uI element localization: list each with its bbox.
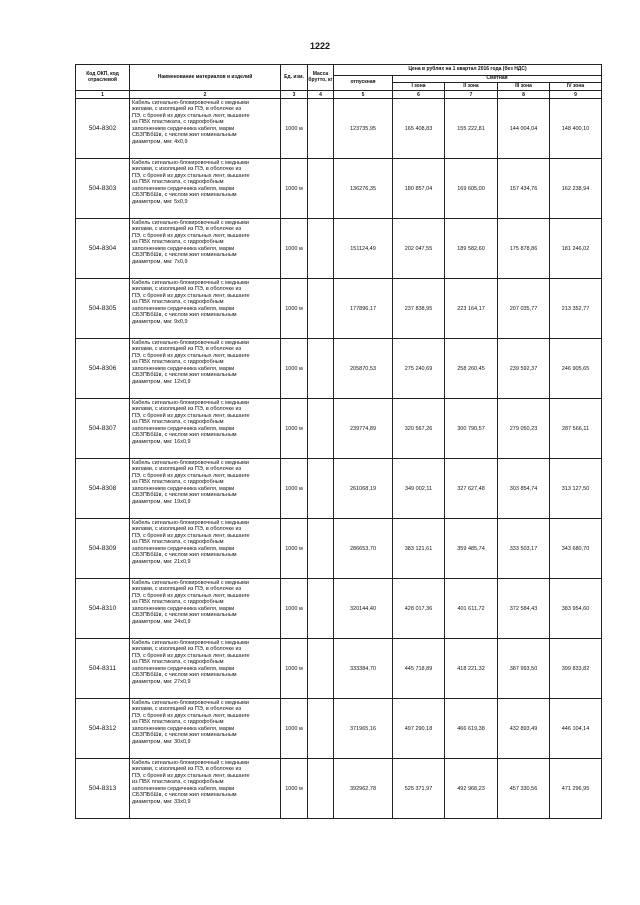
row-zone-2-price: 300 790,57: [445, 399, 498, 459]
row-zone-2-price: 155 222,81: [445, 99, 498, 159]
row-release-price: 151124,49: [334, 219, 393, 279]
row-name: Кабель сигнально-блокировочный с медными жилами, с изоляцией из ПЭ, в оболочке из ПЭ, с броней из двух стальных лент, вышанге из ПВХ пластиката, с гидрофобным заполнением сердечника кабеля, марки СБЗПБбШв, с числом жил номинальным диаметром, мм: 4х0,9: [130, 99, 281, 159]
row-release-price: 333384,70: [334, 639, 393, 699]
row-mass: [308, 459, 334, 519]
row-zone-2-price: 401 611,72: [445, 579, 498, 639]
row-code: 504-8309: [76, 519, 130, 579]
table-row: [76, 99, 602, 159]
row-name: Кабель сигнально-блокировочный с медными жилами, с изоляцией из ПЭ, в оболочке из ПЭ, с броней из двух стальных лент, вышанге из ПВХ пластиката, с гидрофобным заполнением сердечника кабеля, марки СБЗПБбШв, с числом жил номинальным диаметром, мм: 27х0,9: [130, 639, 281, 699]
row-name: Кабель сигнально-блокировочный с медными жилами, с изоляцией из ПЭ, в оболочке из ПЭ, с броней из двух стальных лент, вышанге из ПВХ пластиката, с гидрофобным заполнением сердечника кабеля, марки СБЗПБбШв, с числом жил номинальным диаметром, мм: 24х0,9: [130, 579, 281, 639]
row-mass: [308, 219, 334, 279]
header-estimate: Сметная: [393, 76, 602, 83]
column-number: 7: [445, 91, 498, 99]
header-name: Наименование материалов и изделий: [130, 65, 281, 91]
row-zone-3-price: 279 050,23: [498, 399, 550, 459]
header-zone-1: I зона: [393, 83, 445, 91]
header-zone-2: II зона: [445, 83, 498, 91]
column-number: 9: [550, 91, 602, 99]
row-release-price: 239774,89: [334, 399, 393, 459]
row-zone-1-price: 497 290,18: [393, 699, 445, 759]
table-row: [76, 579, 602, 639]
row-release-price: 177896,17: [334, 279, 393, 339]
row-zone-2-price: 169 605,00: [445, 159, 498, 219]
row-name: Кабель сигнально-блокировочный с медными жилами, с изоляцией из ПЭ, в оболочке из ПЭ, с броней из двух стальных лент, вышанге из ПВХ пластиката, с гидрофобным заполнением сердечника кабеля, марки СБЗПБбШв, с числом жил номинальным диаметром, мм: 19х0,9: [130, 459, 281, 519]
row-zone-1-price: 320 567,26: [393, 399, 445, 459]
column-number: 8: [498, 91, 550, 99]
row-name: Кабель сигнально-блокировочный с медными жилами, с изоляцией из ПЭ, в оболочке из ПЭ, с броней из двух стальных лент, вышанге из ПВХ пластиката, с гидрофобным заполнением сердечника кабеля, марки СБЗПБбШв, с числом жил номинальным диаметром, мм: 30х0,9: [130, 699, 281, 759]
row-zone-1-price: 237 838,95: [393, 279, 445, 339]
header-unit: Ед. изм.: [281, 65, 308, 91]
row-zone-2-price: 327 627,48: [445, 459, 498, 519]
table-row: [76, 639, 602, 699]
header-release-price: отпускная: [334, 76, 393, 91]
row-mass: [308, 99, 334, 159]
row-zone-2-price: 466 619,38: [445, 699, 498, 759]
row-unit: 1000 м: [281, 639, 308, 699]
row-zone-2-price: 258 260,45: [445, 339, 498, 399]
row-zone-2-price: 223 164,17: [445, 279, 498, 339]
row-release-price: 320144,40: [334, 579, 393, 639]
row-zone-1-price: 445 718,89: [393, 639, 445, 699]
header-code: Код ОКП, код отраслевой: [76, 65, 130, 91]
row-release-price: 286653,70: [334, 519, 393, 579]
row-unit: 1000 м: [281, 159, 308, 219]
row-unit: 1000 м: [281, 699, 308, 759]
row-zone-1-price: 165 408,83: [393, 99, 445, 159]
row-zone-4-price: 287 566,11: [550, 399, 602, 459]
row-mass: [308, 699, 334, 759]
row-release-price: 205870,53: [334, 339, 393, 399]
row-zone-1-price: 525 371,97: [393, 759, 445, 819]
header-mass: Масса брутто, кг: [308, 65, 334, 91]
row-code: 504-8306: [76, 339, 130, 399]
row-zone-4-price: 383 954,60: [550, 579, 602, 639]
row-zone-2-price: 189 582,60: [445, 219, 498, 279]
row-mass: [308, 759, 334, 819]
row-unit: 1000 м: [281, 519, 308, 579]
row-code: 504-8307: [76, 399, 130, 459]
row-name: Кабель сигнально-блокировочный с медными жилами, с изоляцией из ПЭ, в оболочке из ПЭ, с броней из двух стальных лент, вышанге из ПВХ пластиката, с гидрофобным заполнением сердечника кабеля, марки СБЗПБбШв, с числом жил номинальным диаметром, мм: 5х0,9: [130, 159, 281, 219]
row-code: 504-8312: [76, 699, 130, 759]
row-zone-1-price: 202 047,55: [393, 219, 445, 279]
row-mass: [308, 519, 334, 579]
row-zone-3-price: 207 035,77: [498, 279, 550, 339]
row-name: Кабель сигнально-блокировочный с медными жилами, с изоляцией из ПЭ, в оболочке из ПЭ, с броней из двух стальных лент, вышанге из ПВХ пластиката, с гидрофобным заполнением сердечника кабеля, марки СБЗПБбШв, с числом жил номинальным диаметром, мм: 12х0,9: [130, 339, 281, 399]
table-row: [76, 399, 602, 459]
table-row: [76, 519, 602, 579]
row-name: Кабель сигнально-блокировочный с медными жилами, с изоляцией из ПЭ, в оболочке из ПЭ, с броней из двух стальных лент, вышанге из ПВХ пластиката, с гидрофобным заполнением сердечника кабеля, марки СБЗПБбШв, с числом жил номинальным диаметром, мм: 9х0,9: [130, 279, 281, 339]
column-number: 3: [281, 91, 308, 99]
row-unit: 1000 м: [281, 99, 308, 159]
table-body: [76, 99, 602, 819]
row-zone-1-price: 349 002,11: [393, 459, 445, 519]
table-row: [76, 699, 602, 759]
column-number: 5: [334, 91, 393, 99]
table-header: [76, 65, 602, 99]
row-zone-1-price: 180 857,04: [393, 159, 445, 219]
row-mass: [308, 399, 334, 459]
row-zone-3-price: 175 878,86: [498, 219, 550, 279]
row-zone-3-price: 157 434,76: [498, 159, 550, 219]
row-name: Кабель сигнально-блокировочный с медными жилами, с изоляцией из ПЭ, в оболочке из ПЭ, с броней из двух стальных лент, вышанге из ПВХ пластиката, с гидрофобным заполнением сердечника кабеля, марки СБЗПБбШв, с числом жил номинальным диаметром, мм: 16х0,9: [130, 399, 281, 459]
row-zone-3-price: 372 584,43: [498, 579, 550, 639]
page-number: 1222: [309, 41, 331, 51]
row-zone-4-price: 313 127,50: [550, 459, 602, 519]
row-code: 504-8311: [76, 639, 130, 699]
row-unit: 1000 м: [281, 339, 308, 399]
row-unit: 1000 м: [281, 279, 308, 339]
row-unit: 1000 м: [281, 219, 308, 279]
row-release-price: 371965,16: [334, 699, 393, 759]
column-number: 1: [76, 91, 130, 99]
row-zone-4-price: 181 246,02: [550, 219, 602, 279]
row-mass: [308, 579, 334, 639]
row-name: Кабель сигнально-блокировочный с медными жилами, с изоляцией из ПЭ, в оболочке из ПЭ, с броней из двух стальных лент, вышанге из ПВХ пластиката, с гидрофобным заполнением сердечника кабеля, марки СБЗПБбШв, с числом жил номинальным диаметром, мм: 21х0,9: [130, 519, 281, 579]
price-table: [75, 64, 602, 819]
row-zone-3-price: 457 330,56: [498, 759, 550, 819]
row-code: 504-8302: [76, 99, 130, 159]
row-code: 504-8305: [76, 279, 130, 339]
row-code: 504-8303: [76, 159, 130, 219]
table-row: [76, 759, 602, 819]
row-unit: 1000 м: [281, 399, 308, 459]
row-zone-3-price: 239 592,37: [498, 339, 550, 399]
row-zone-4-price: 446 104,14: [550, 699, 602, 759]
row-zone-4-price: 246 905,65: [550, 339, 602, 399]
row-zone-3-price: 333 503,17: [498, 519, 550, 579]
row-release-price: 261068,19: [334, 459, 393, 519]
row-code: 504-8310: [76, 579, 130, 639]
column-number: 4: [308, 91, 334, 99]
row-mass: [308, 159, 334, 219]
table-row: [76, 219, 602, 279]
row-release-price: 392962,78: [334, 759, 393, 819]
row-zone-2-price: 359 485,74: [445, 519, 498, 579]
row-unit: 1000 м: [281, 459, 308, 519]
row-zone-1-price: 383 121,61: [393, 519, 445, 579]
row-zone-3-price: 387 993,50: [498, 639, 550, 699]
row-zone-4-price: 343 680,70: [550, 519, 602, 579]
column-number: 2: [130, 91, 281, 99]
row-zone-4-price: 213 352,77: [550, 279, 602, 339]
header-price-group: Цена в рублях на 1 квартал 2016 года (без НДС): [334, 65, 602, 76]
row-mass: [308, 279, 334, 339]
row-unit: 1000 м: [281, 579, 308, 639]
row-release-price: 123735,95: [334, 99, 393, 159]
table-row: [76, 459, 602, 519]
row-zone-1-price: 428 017,36: [393, 579, 445, 639]
row-code: 504-8304: [76, 219, 130, 279]
row-zone-2-price: 492 968,23: [445, 759, 498, 819]
row-release-price: 136276,35: [334, 159, 393, 219]
row-mass: [308, 639, 334, 699]
row-zone-1-price: 275 240,69: [393, 339, 445, 399]
row-code: 504-8308: [76, 459, 130, 519]
table-row: [76, 279, 602, 339]
row-zone-2-price: 418 221,32: [445, 639, 498, 699]
header-zone-4: IV зона: [550, 83, 602, 91]
row-code: 504-8313: [76, 759, 130, 819]
row-zone-3-price: 144 004,04: [498, 99, 550, 159]
header-zone-3: III зона: [498, 83, 550, 91]
column-number: 6: [393, 91, 445, 99]
row-name: Кабель сигнально-блокировочный с медными жилами, с изоляцией из ПЭ, в оболочке из ПЭ, с броней из двух стальных лент, вышанге из ПВХ пластиката, с гидрофобным заполнением сердечника кабеля, марки СБЗПБбШв, с числом жил номинальным диаметром, мм: 7х0,9: [130, 219, 281, 279]
row-zone-4-price: 471 296,95: [550, 759, 602, 819]
column-number-row: [76, 91, 602, 99]
row-unit: 1000 м: [281, 759, 308, 819]
table-row: [76, 159, 602, 219]
row-zone-3-price: 432 893,49: [498, 699, 550, 759]
table-row: [76, 339, 602, 399]
row-name: Кабель сигнально-блокировочный с медными жилами, с изоляцией из ПЭ, в оболочке из ПЭ, с броней из двух стальных лент, вышанге из ПВХ пластиката, с гидрофобным заполнением сердечника кабеля, марки СБЗПБбШв, с числом жил номинальным диаметром, мм: 33х0,9: [130, 759, 281, 819]
row-zone-4-price: 399 833,82: [550, 639, 602, 699]
row-zone-3-price: 303 854,74: [498, 459, 550, 519]
row-mass: [308, 339, 334, 399]
row-zone-4-price: 162 238,94: [550, 159, 602, 219]
row-zone-4-price: 148 400,10: [550, 99, 602, 159]
